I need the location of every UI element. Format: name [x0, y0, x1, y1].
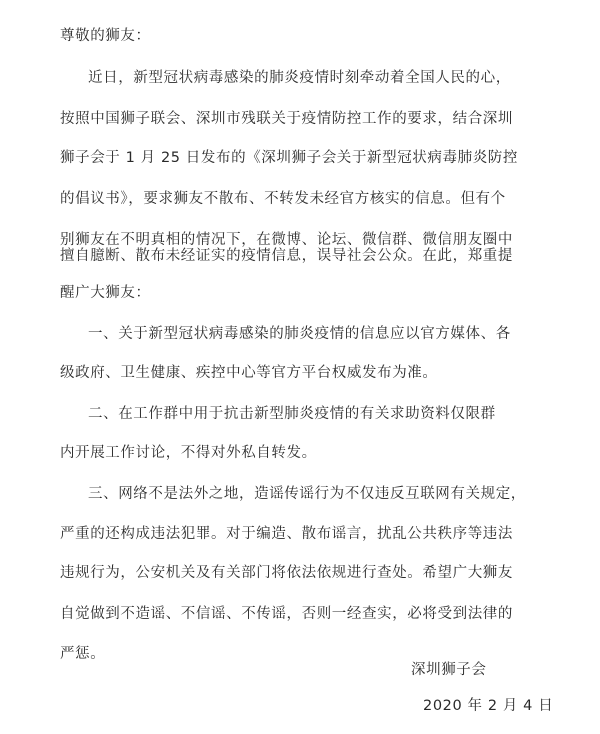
paragraph-1-line-2: 按照中国狮子联会、深圳市残联关于疫情防控工作的要求，结合深圳 — [60, 111, 513, 127]
paragraph-1-line-3: 狮子会于 1 月 25 日发布的《深圳狮子会关于新型冠状病毒肺炎防控 — [60, 150, 519, 166]
paragraph-4-line-4: 自觉做到不造谣、不信谣、不传谣，否则一经查实，必将受到法律的 — [60, 606, 513, 622]
paragraph-3-line-1: 二、在工作群中用于抗击新型肺炎疫情的有关求助资料仅限群 — [88, 406, 496, 422]
paragraph-2-line-1: 一、关于新型冠状病毒感染的肺炎疫情的信息应以官方媒体、各 — [88, 326, 511, 342]
signature-organization: 深圳狮子会 — [411, 662, 487, 678]
paragraph-2-line-2: 级政府、卫生健康、疾控中心等官方平台权威发布为准。 — [60, 365, 438, 381]
paragraph-4-line-5: 严惩。 — [60, 646, 106, 662]
paragraph-4-line-3: 违规行为，公安机关及有关部门将依法依规进行查处。希望广大狮友 — [60, 565, 513, 581]
signature-date: 2020 年 2 月 4 日 — [423, 698, 554, 714]
paragraph-1-line-4: 的倡议书》，要求狮友不散布、不转发未经官方核实的信息。但有个 — [60, 191, 506, 207]
paragraph-4-line-2: 严重的还构成违法犯罪。对于编造、散布谣言，扰乱公共秩序等违法 — [60, 526, 513, 542]
paragraph-1-line-5: 别狮友在不明真相的情况下，在微博、论坛、微信群、微信朋友圈中 — [60, 232, 513, 248]
paragraph-1-line-7: 醒广大狮友： — [60, 285, 151, 301]
salutation: 尊敬的狮友： — [60, 28, 151, 44]
paragraph-3-line-2: 内开展工作讨论，不得对外私自转发。 — [60, 445, 317, 461]
paragraph-1-line-6: 擅自臆断、散布未经证实的疫情信息，误导社会公众。在此，郑重提 — [60, 248, 513, 264]
paragraph-4-line-1: 三、网络不是法外之地，造谣传谣行为不仅违反互联网有关规定， — [88, 486, 526, 502]
paragraph-1-line-1: 近日，新型冠状病毒感染的肺炎疫情时刻牵动着全国人民的心， — [88, 70, 511, 86]
